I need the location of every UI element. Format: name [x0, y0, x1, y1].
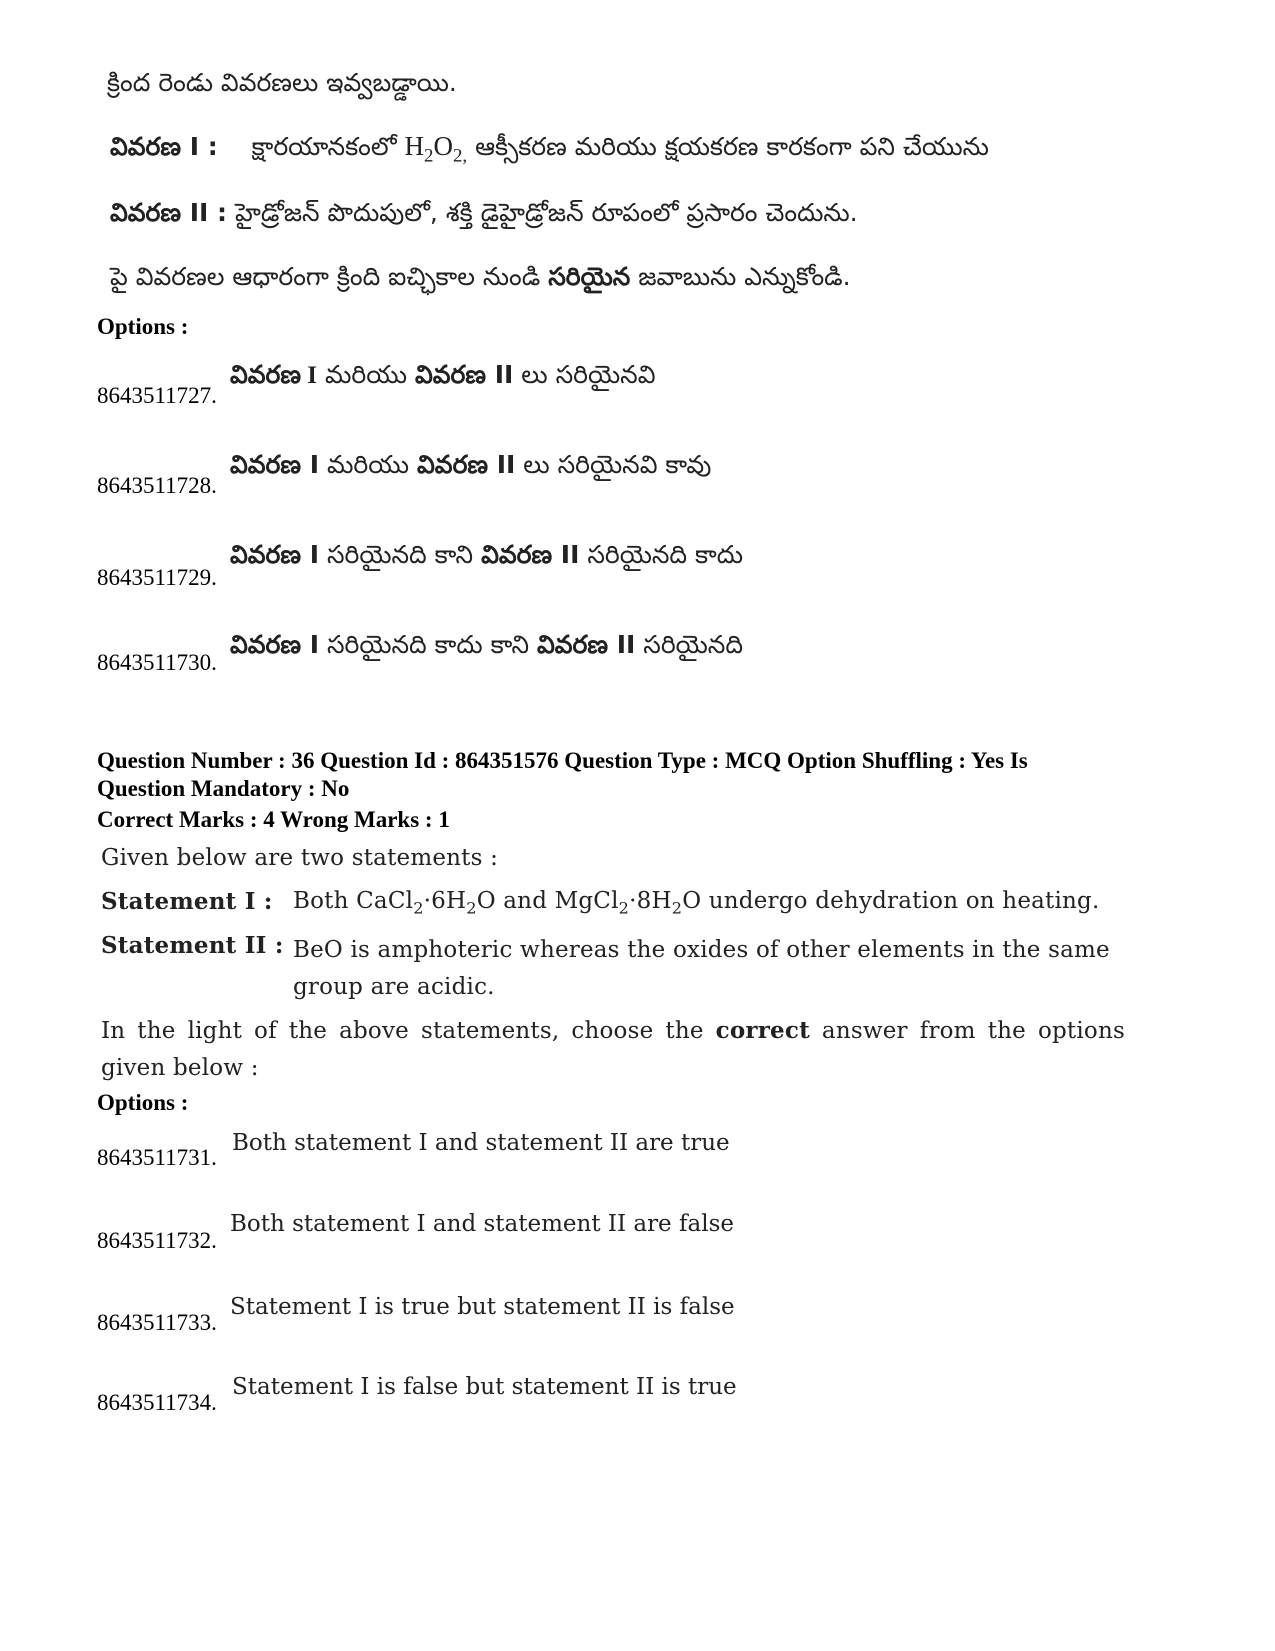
option-number: 8643511733. [97, 1310, 217, 1335]
telugu-statement-2 [110, 198, 858, 234]
question-marks: Correct Marks : 4 Wrong Marks : 1 [97, 807, 450, 832]
question-header-line-2: Question Mandatory : No [97, 776, 350, 801]
option-text: Statement I is true but statement II is false [230, 1294, 735, 1320]
question-intro: Given below are two statements : [101, 845, 499, 871]
question-prompt: In the light of the above statements, choose the correct answer from the options given below : [101, 1017, 1125, 1081]
option-number: 8643511729. [97, 565, 217, 590]
telugu-prompt-bold: సరియైన [548, 262, 631, 291]
option-number: 8643511728. [97, 473, 217, 498]
option-number: 8643511730. [97, 650, 217, 675]
telugu-intro: క్రింద రెండు వివరణలు ఇవ్వబడ్డాయి. [107, 68, 457, 97]
statement-2-label: Statement II : [101, 932, 284, 959]
option-text: వివరణ I సరియైనది కాదు కాని వివరణ II సరియైనది [230, 630, 744, 659]
option-text: Both statement I and statement II are false [230, 1211, 734, 1237]
options-label: Options : [97, 1090, 189, 1115]
telugu-statement-1-post: ఆక్సీకరణ మరియు క్షయకరణ కారకంగా పని చేయును [467, 132, 989, 161]
statement-2-text: BeO is amphoteric whereas the oxides of other elements in the same group are acidic. [293, 937, 1110, 1000]
telugu-prompt: పై వివరణల ఆధారంగా క్రింది ఐచ్ఛికాల నుండి సరియైన జవాబును ఎన్నుకోండి. [110, 262, 851, 291]
question-header-line-1: Question Number : 36 Question Id : 864351576 Question Type : MCQ Option Shuffling : Yes Is [97, 748, 1028, 773]
option-number: 8643511727. [97, 383, 217, 408]
telugu-statement-1-pre: క్షారయానకంలో [251, 132, 397, 161]
telugu-statement-2-text: హైడ్రోజన్ పొదుపులో, శక్తి డైహైడ్రోజన్ రూపంలో ప్రసారం చెందును. [235, 198, 858, 227]
telugu-statement-1 [110, 131, 989, 168]
option-number: 8643511732. [97, 1228, 217, 1253]
option-text: వివరణ I మరియు వివరణ II లు సరియైనవి కావు [230, 450, 712, 479]
telugu-statement-1-label: వివరణ I : [110, 132, 218, 161]
option-number: 8643511734. [97, 1390, 217, 1415]
option-text: Both statement I and statement II are true [232, 1130, 730, 1156]
h2o2-formula: $H_2O_{2,}$ [404, 131, 468, 167]
telugu-statement-2-label: వివరణ II : [110, 198, 228, 227]
option-text: వివరణ I సరియైనది కాని వివరణ II సరియైనది కాదు [230, 540, 744, 569]
telugu-options-label: Options : [97, 314, 189, 339]
option-number: 8643511731. [97, 1145, 217, 1170]
option-text: వివరణ I మరియు వివరణ II లు సరియైనవి [230, 360, 656, 389]
statement-1-text: Both $CaCl_2\cdot 6H_2O$ and $MgCl_2\cdot 8H_2O$ undergo dehydration on heating. [293, 888, 1100, 918]
statement-1-label: Statement I : [101, 888, 273, 915]
option-text: Statement I is false but statement II is true [232, 1374, 737, 1400]
